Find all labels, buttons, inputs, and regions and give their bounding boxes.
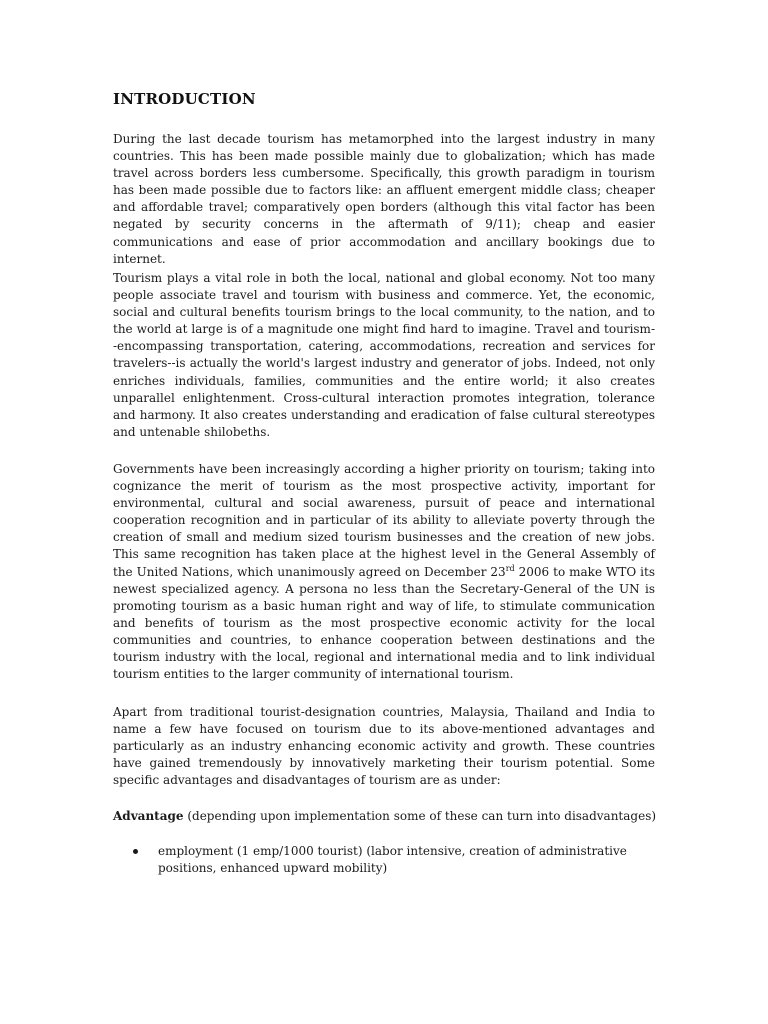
paragraph-governments	[113, 461, 655, 683]
paragraph-governments-text-end: 2006 to make WTO its newest specialized agency. A persona no less than the Secretary-General of the UN is promoting tourism as a basic human right and way of life, to stimulate communication and benefits of tourism as the most prospective economic activity for the local communities and countries, to enhance cooperation between destinations and the tourism industry with the local, regional and international media and to link individual tourism entities to the larger community of international tourism.	[113, 564, 656, 682]
paragraph-countries: Apart from traditional tourist-designation countries, Malaysia, Thailand and India to name a few have focused on tourism due to its above-mentioned advantages and particularly as an industry enhancing economic activity and growth. These countries have gained tremendously by innovatively marketing their tourism potential. Some specific advantages and disadvantages of tourism are as under:	[113, 705, 655, 788]
advantage-note: (depending upon implementation some of these can turn into disadvantages)	[183, 809, 657, 823]
paragraph-globalization: During the last decade tourism has metamorphed into the largest industry in many countries. This has been made possible mainly due to globalization; which has made travel across borders less cumbersome. Specifically, this growth paradigm in tourism has been made possible due to factors like: an affluent emergent middle class; cheaper and affordable travel; comparatively open borders (although this vital factor has been negated by security concerns in the aftermath of 9/11); cheap and easier communications and ease of prior accommodation and ancillary bookings due to internet.	[113, 132, 655, 266]
paragraph-economy: Tourism plays a vital role in both the local, national and global economy. Not too many people associate travel and tourism with business and commerce. Yet, the economic, social and cultural benefits tourism brings to the local community, to the nation, and to the world at large is of a magnitude one might find hard to imagine. Travel and tourism--encompassing transportation, catering, accommodations, recreation and services for travelers--is actually the world's largest industry and generator of jobs. Indeed, not only enriches individuals, families, communities and the entire world; it also creates unparallel enlightenment. Cross-cultural interaction promotes integration, tolerance and harmony. It also creates understanding and eradication of false cultural stereotypes and untenable shilobeths.	[113, 271, 655, 439]
paragraph-governments-text-start: Governments have been increasingly according a higher priority on tourism; taking into cognizance the merit of tourism as the most prospective activity, important for environmental, cultural and social awareness, pursuit of peace and international cooperation recognition and in particular of its ability to alleviate poverty through the creation of small and medium sized tourism businesses and the creation of new jobs. This same recognition has taken place at the highest level in the General Assembly of the United Nations, which unanimously agreed on December 23	[113, 462, 655, 579]
list-item-text: employment (1 emp/1000 tourist) (labor intensive, creation of administrative positions, enhanced upward mobility)	[158, 844, 627, 876]
ordinal-suffix: rd	[505, 563, 515, 573]
document-heading: INTRODUCTION	[113, 90, 256, 108]
advantage-line	[113, 808, 673, 825]
bullet-dot-icon	[133, 849, 138, 854]
advantage-label: Advantage	[113, 809, 184, 823]
